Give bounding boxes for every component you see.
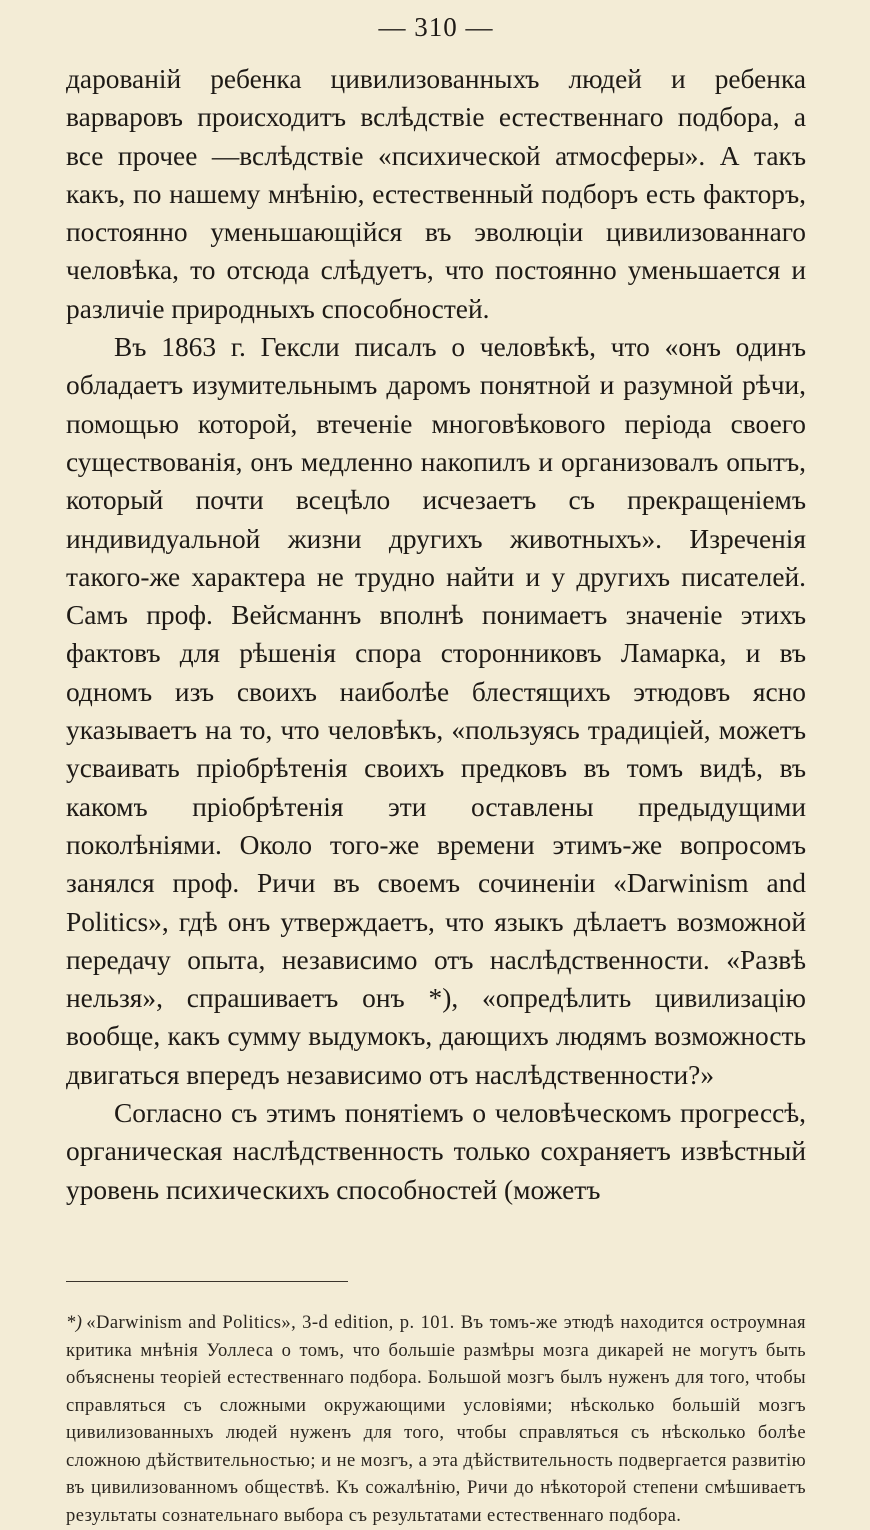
footnotes (66, 1309, 806, 1530)
paragraph-progress: Согласно съ этимъ понятіемъ о человѣческомъ прогрессѣ, органическая наслѣдственность только сохраняетъ извѣстный уровень психическихъ способностей (можетъ (66, 1098, 806, 1205)
footnote-text: «Darwinism and Politics», 3-d edition, p. 101. Въ томъ-же этюдѣ находится остроумная критика мнѣнія Уоллеса о томъ, что большіе размѣры мозга дикарей не могутъ быть объяснены теоріей естественнаго подбора. Большой мозгъ былъ нуженъ для того, чтобы справляться съ сложными окружающими условіями; нѣсколько большій мозгъ цивилизованныхъ людей нуженъ для того, чтобы справляться съ нѣсколько болѣе сложною дѣйствительностью; и не мозгъ, а эта дѣйствительность подвергается развитію въ цивилизованномъ обществѣ. Къ сожалѣнію, Ричи до нѣкоторой степени смѣшиваетъ результаты сознательнаго выбора съ результатами естественнаго подбора. (66, 1311, 806, 1527)
footnote-marker: *) (66, 1311, 83, 1333)
paragraph-continuation: дарованій ребенка цивилизованныхъ людей и ребенка варваровъ происходитъ вслѣдствіе естественнаго подбора, а все прочее —вслѣдствіе «психической атмосферы». А такъ какъ, по нашему мнѣнію, естественный подборъ есть факторъ, постоянно уменьшающійся въ эволюціи цивилизованнаго человѣка, то отсюда слѣдуетъ, что постоянно уменьшается и различіе природныхъ способностей. (66, 64, 806, 324)
page-number: — 310 — (378, 12, 494, 42)
body-text (66, 60, 806, 1209)
footnote-divider (66, 1281, 348, 1282)
paragraph-huxley: Въ 1863 г. Гексли писалъ о человѣкѣ, что «онъ одинъ обладаетъ изумительнымъ даромъ понятной и разумной рѣчи, помощью которой, втеченіе многовѣкового періода своего существованія, онъ медленно накопилъ и организовалъ опытъ, который почти всецѣло исчезаетъ съ прекращеніемъ индивидуальной жизни другихъ животныхъ». Изреченія такого-же характера не трудно найти и у другихъ писателей. Самъ проф. Вейсманнъ вполнѣ понимаетъ значеніе этихъ фактовъ для рѣшенія спора сторонниковъ Ламарка, и въ одномъ изъ своихъ наиболѣе блестящихъ этюдовъ ясно указываетъ на то, что человѣкъ, «пользуясь традиціей, можетъ усваивать пріобрѣтенія своихъ предковъ въ томъ видѣ, въ какомъ пріобрѣтенія эти оставлены предыдущими поколѣніями. Около того-же времени этимъ-же вопросомъ занялся проф. Ричи въ своемъ сочиненіи «Darwinism and Politics», гдѣ онъ утверждаетъ, что языкъ дѣлаетъ возможной передачу опыта, независимо отъ наслѣдственности. «Развѣ нельзя», спрашиваетъ онъ *), «опредѣлить цивилизацію вообще, какъ сумму выдумокъ, дающихъ людямъ возможность двигаться впередъ независимо отъ наслѣдственности?» (66, 332, 806, 1090)
footnote (66, 1309, 806, 1530)
